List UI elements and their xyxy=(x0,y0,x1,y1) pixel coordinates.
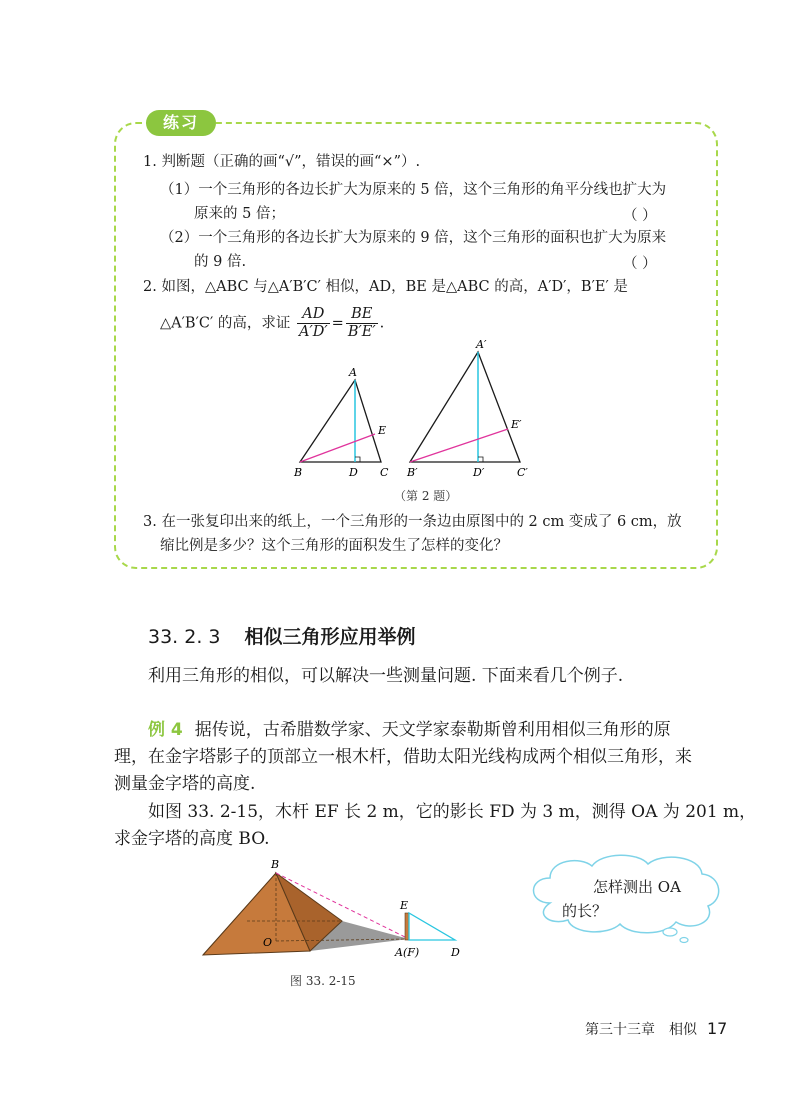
label-a: A xyxy=(349,366,357,379)
fraction-ad-denominator: A′D′ xyxy=(298,324,328,340)
question-1-2-line2: 的 9 倍. xyxy=(194,254,247,270)
label-e: E xyxy=(378,424,387,437)
fraction-be-numerator: BE xyxy=(346,306,378,324)
example-line2: 理，在金字塔影子的顶部立一根木杆，借助太阳光线构成两个相似三角形，来 xyxy=(114,747,692,767)
question-2-line1: 2. 如图，△ABC 与△A′B′C′ 相似，AD，BE 是△ABC 的高，A′D′，B′E′ 是 xyxy=(143,279,628,295)
example-line3: 测量金字塔的高度. xyxy=(114,774,256,794)
sun-ray-pole xyxy=(409,913,455,940)
question-2-end: . xyxy=(379,315,385,332)
question-1-1-line1: （1）一个三角形的各边长扩大为原来的 5 倍，这个三角形的角平分线也扩大为 xyxy=(160,182,667,198)
question-3-line1: 3. 在一张复印出来的纸上，一个三角形的一条边由原图中的 2 cm 变成了 6 cm，放 xyxy=(143,514,682,530)
chapter-title: 第三十三章 相似 xyxy=(585,1022,697,1038)
question-1-2-line1: （2）一个三角形的各边长扩大为原来的 9 倍，这个三角形的面积也扩大为原来 xyxy=(160,230,667,246)
question-3-line2: 缩比例是多少？这个三角形的面积发生了怎样的变化？ xyxy=(160,538,508,554)
question-1: 1. 判断题（正确的画“√”，错误的画“×”）. xyxy=(143,154,421,170)
example-line4: 如图 33. 2-15，木杆 EF 长 2 m，它的影长 FD 为 3 m，测得 OA 为 201 m， xyxy=(148,802,757,822)
altitude-be xyxy=(300,434,375,462)
triangle-figure xyxy=(280,335,570,485)
exercise-tab: 练习 xyxy=(146,110,216,136)
label-o: O xyxy=(263,936,273,949)
label-c-prime: C′ xyxy=(517,466,528,479)
example-label: 例 4 xyxy=(148,720,183,740)
small-triangle xyxy=(293,366,389,479)
section-title: 相似三角形应用举例 xyxy=(244,626,416,648)
label-d-shadow: D xyxy=(451,946,460,959)
equals-sign: = xyxy=(331,315,344,332)
label-d-prime: D′ xyxy=(473,466,485,479)
triangle-abc-prime xyxy=(410,352,520,462)
label-e-pole: E xyxy=(400,899,409,912)
answer-paren-1: （ ） xyxy=(623,208,657,224)
cloud-bubble-2 xyxy=(680,938,688,943)
cloud-bubble-1 xyxy=(663,928,677,936)
label-d: D xyxy=(349,466,358,479)
label-c: C xyxy=(380,466,389,479)
figure-caption-q2: （第 2 题） xyxy=(394,489,458,503)
example-line1-text: 据传说，古希腊数学家、天文学家泰勒斯曾利用相似三角形的原 xyxy=(194,720,671,740)
fraction-ad-numerator: AD xyxy=(297,306,330,324)
cloud-text-line2: 的长？ xyxy=(562,902,608,920)
question-1-1-line2: 原来的 5 倍； xyxy=(194,206,285,222)
large-triangle xyxy=(406,338,528,479)
cloud-text-line1: 怎样测出 OA xyxy=(593,878,681,896)
altitude-be-prime xyxy=(410,429,508,462)
page-footer xyxy=(585,1019,727,1039)
example-line5: 求金字塔的高度 BO. xyxy=(114,829,270,849)
thought-cloud xyxy=(520,848,730,948)
fraction-be-denominator: B′E′ xyxy=(347,324,376,340)
section-number: 33. 2. 3 xyxy=(148,626,221,648)
label-b-pyramid: B xyxy=(271,858,280,871)
label-b: B xyxy=(294,466,303,479)
label-af: A(F) xyxy=(395,946,420,959)
label-e-prime: E′ xyxy=(511,418,522,431)
label-b-prime: B′ xyxy=(407,466,418,479)
page-number: 17 xyxy=(707,1019,728,1038)
section-heading xyxy=(148,622,416,649)
answer-paren-2: （ ） xyxy=(623,256,657,272)
label-a-prime: A′ xyxy=(476,338,487,351)
triangle-abc xyxy=(300,380,381,462)
question-2-prefix: △A′B′C′ 的高，求证 xyxy=(160,315,291,332)
figure-caption-33-2-15: 图 33. 2-15 xyxy=(290,974,356,988)
section-intro: 利用三角形的相似，可以解决一些测量问题. 下面来看几个例子. xyxy=(148,666,624,686)
example-line1 xyxy=(148,718,671,742)
pyramid-figure xyxy=(195,855,475,965)
